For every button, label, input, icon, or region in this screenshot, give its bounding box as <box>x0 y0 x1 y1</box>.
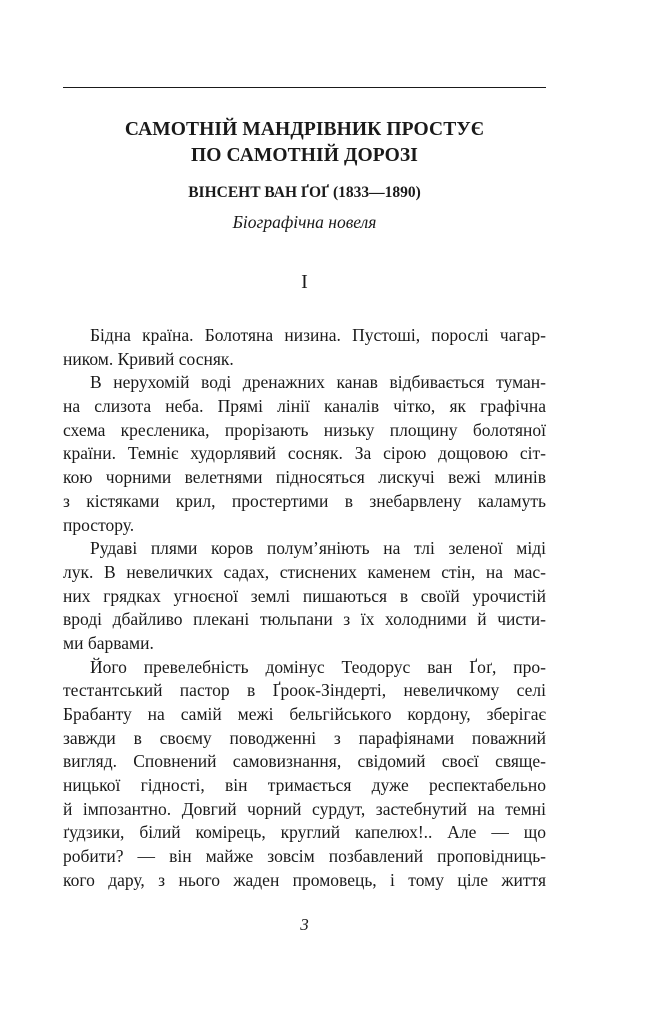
body-line: ником. Кривий сосняк. <box>63 348 234 369</box>
chapter-number: I <box>301 271 308 293</box>
body-line: лук. В невеличких садах, стиснених каменем стін, на мас- <box>63 561 546 582</box>
body-line: Рудаві плями коров полум’яніють на тлі зеленої міді <box>90 538 546 559</box>
body-line: простору. <box>63 514 135 535</box>
body-line: В нерухомій воді дренажних канав відбивається туман- <box>90 372 546 393</box>
author-heading: ВІНСЕНТ ВАН ҐОҐ (1833—1890) <box>188 184 421 201</box>
body-line: робити? — він майже зовсім позбавлений проповідниць- <box>63 846 546 867</box>
body-line: вигляд. Сповнений самовизнання, свідомий своєї свяще- <box>63 751 546 772</box>
body-line: Бідна країна. Болотяна низина. Пустоші, порослі чагар- <box>90 325 546 345</box>
body-line: схема кресленика, прорізають низьку площину болотяної <box>63 419 546 440</box>
body-line: кою чорними велетнями підносяться лискучі вежі млинів <box>63 467 546 488</box>
page-number: 3 <box>300 915 309 934</box>
body-line: завжди в своєму поводженні з парафіянами поважний <box>63 727 546 748</box>
body-line: ницької гідності, він тримається дуже респектабельно <box>63 775 546 796</box>
body-line: ми барвами. <box>63 632 154 653</box>
body-line: на слизота неба. Прямі лінії каналів чітко, як графічна <box>63 396 546 417</box>
body-text <box>63 324 546 893</box>
body-line: з кістяками крил, простертими в знебарвлену каламуть <box>63 490 546 511</box>
body-line: Його превелебність домінус Теодорус ван Ґоґ, про- <box>90 656 546 677</box>
body-line: них грядках угноєної землі пишаються в своїй урочистій <box>63 585 546 606</box>
body-line: країни. Темніє худорлявий сосняк. За сірою дощовою сіт- <box>63 443 546 464</box>
genre-subtitle: Біографічна новеля <box>232 212 377 232</box>
body-line: вроді дбайливо плекані тюльпани з їх холодними й чисти- <box>63 609 546 630</box>
body-line: кого дару, з нього жаден промовець, і тому ціле життя <box>63 869 546 890</box>
story-title-line-2: ПО САМОТНІЙ ДОРОЗІ <box>190 145 418 166</box>
story-title-line-1: САМОТНІЙ МАНДРІВНИК ПРОСТУЄ <box>124 119 485 140</box>
body-line: тестантський пастор в Ґроок-Зіндерті, невеличкому селі <box>63 680 546 701</box>
body-line: ґудзики, білий комірець, круглий капелюх!.. Але — що <box>63 822 546 843</box>
body-line: й імпозантно. Довгий чорний сурдут, застебнутий на темні <box>63 798 546 819</box>
story-title <box>63 117 546 169</box>
body-line: Брабанту на самій межі бельгійського кордону, зберігає <box>63 704 546 724</box>
top-rule <box>63 87 546 88</box>
